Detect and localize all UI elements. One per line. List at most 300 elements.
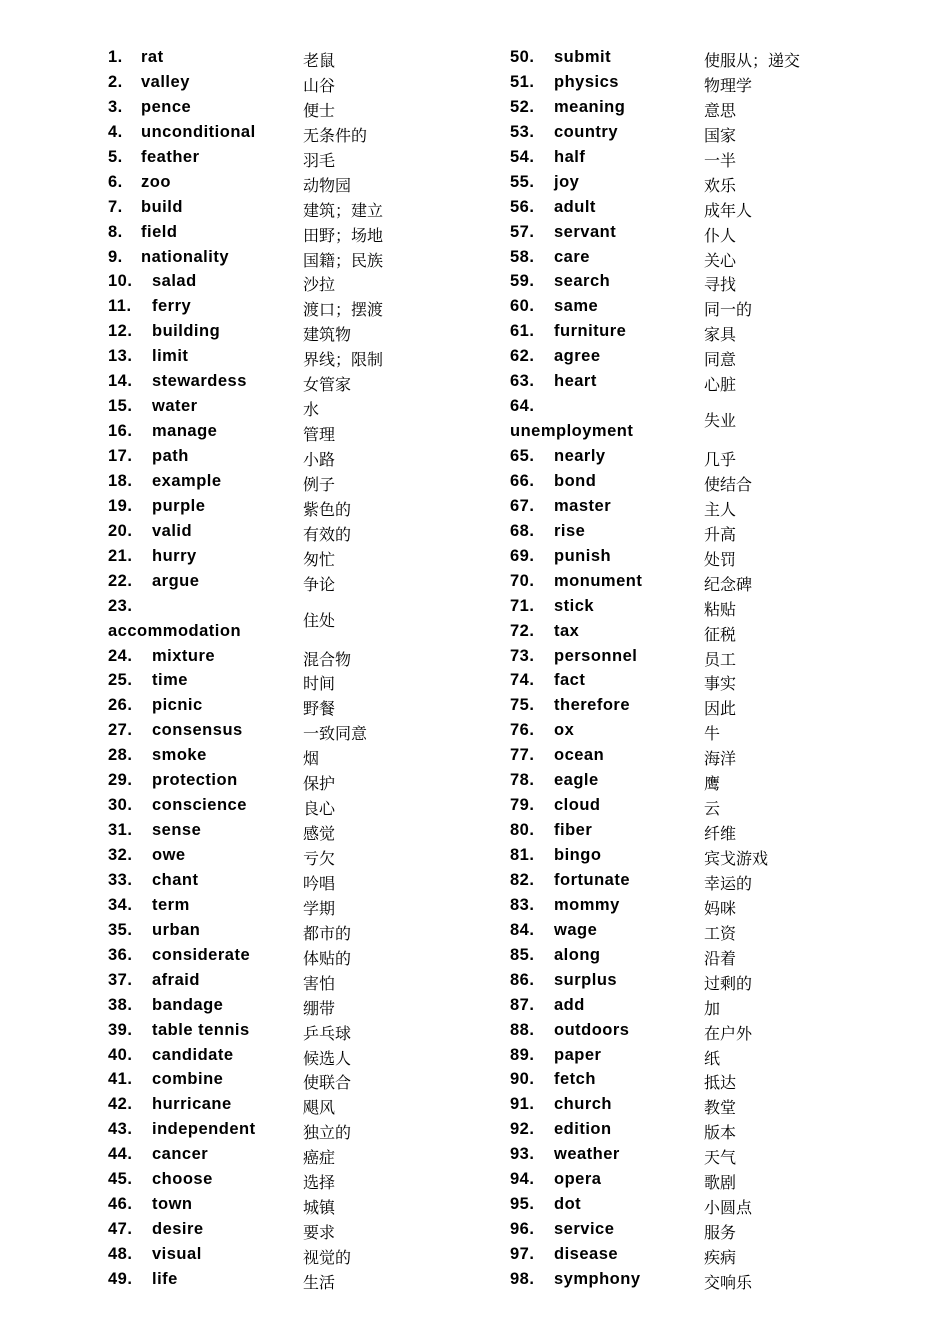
english-word: nationality (141, 247, 230, 266)
chinese-meaning: 候选人 (303, 1048, 352, 1068)
vocab-entry (510, 196, 840, 221)
chinese-meaning: 一半 (704, 150, 737, 170)
entry-number: 25. (108, 671, 133, 690)
english-word: rise (554, 521, 586, 540)
vocab-entry (510, 545, 840, 570)
chinese-meaning: 独立的 (303, 1123, 352, 1143)
entry-number: 46. (108, 1195, 133, 1214)
chinese-meaning: 处罚 (704, 549, 737, 569)
english-word: life (152, 1269, 178, 1288)
vocab-entry (510, 719, 840, 744)
vocab-entry (108, 694, 438, 719)
entry-number: 61. (510, 322, 535, 341)
entry-number: 62. (510, 347, 535, 366)
entry-number: 45. (108, 1170, 133, 1189)
chinese-meaning: 鹰 (704, 774, 721, 794)
entry-number: 29. (108, 771, 133, 790)
vocab-entry (510, 1044, 840, 1069)
chinese-meaning: 感觉 (303, 824, 336, 844)
english-word: zoo (141, 172, 171, 191)
chinese-meaning: 升高 (704, 524, 737, 544)
entry-number: 43. (108, 1120, 133, 1139)
chinese-meaning: 歌剧 (704, 1173, 737, 1193)
chinese-meaning: 紫色的 (303, 499, 352, 519)
entry-number: 69. (510, 546, 535, 565)
english-word: unemployment (510, 422, 634, 441)
entry-number: 18. (108, 471, 133, 490)
vocab-entry (510, 1068, 840, 1093)
chinese-meaning: 住处 (303, 610, 336, 630)
chinese-meaning: 老鼠 (303, 51, 336, 70)
vocab-entry (108, 1118, 438, 1143)
chinese-meaning: 家具 (704, 325, 737, 345)
entry-number: 51. (510, 72, 535, 91)
vocab-entry (510, 71, 840, 96)
chinese-meaning: 物理学 (704, 75, 753, 95)
vocab-entry (510, 96, 840, 121)
chinese-meaning: 亏欠 (303, 849, 336, 869)
entry-number: 2. (108, 72, 123, 91)
entry-number: 91. (510, 1095, 535, 1114)
entry-number: 20. (108, 521, 133, 540)
english-word: dot (554, 1195, 582, 1214)
english-word: fortunate (554, 870, 630, 889)
chinese-meaning: 国家 (704, 125, 737, 145)
entry-number: 44. (108, 1145, 133, 1164)
vocab-entry (108, 270, 438, 295)
vocab-entry (108, 395, 438, 420)
chinese-meaning: 纪念碑 (704, 574, 753, 594)
english-word: disease (554, 1245, 619, 1264)
english-word: therefore (554, 696, 631, 715)
vocab-entry (108, 1143, 438, 1168)
entry-number: 6. (108, 172, 123, 191)
entry-number: 76. (510, 721, 535, 740)
entry-number: 41. (108, 1070, 133, 1089)
entry-number: 3. (108, 97, 123, 116)
vocab-entry (510, 744, 840, 769)
english-word: chant (152, 870, 199, 889)
english-word: wage (554, 920, 598, 939)
english-word: fiber (554, 821, 593, 840)
vocab-entry (108, 1044, 438, 1069)
entry-number: 75. (510, 696, 535, 715)
vocab-entry (510, 944, 840, 969)
entry-number: 19. (108, 496, 133, 515)
entry-number: 82. (510, 870, 535, 889)
english-word: cloud (554, 796, 601, 815)
english-word: pence (141, 97, 192, 116)
english-word: owe (152, 846, 186, 865)
entry-number: 52. (510, 97, 535, 116)
vocab-entry (510, 645, 840, 670)
chinese-meaning: 匆忙 (303, 549, 336, 569)
vocab-entry (510, 270, 840, 295)
vocab-entry (510, 1193, 840, 1218)
chinese-meaning: 烟 (303, 749, 320, 769)
vocab-entry (108, 221, 438, 246)
entry-number: 87. (510, 995, 535, 1014)
entry-number: 89. (510, 1045, 535, 1064)
entry-number: 40. (108, 1045, 133, 1064)
entry-number: 71. (510, 596, 535, 615)
chinese-meaning: 沿着 (704, 948, 737, 968)
english-word: service (554, 1220, 615, 1239)
vocab-entry (108, 370, 438, 395)
entry-number: 4. (108, 122, 123, 141)
chinese-meaning: 使结合 (704, 474, 753, 494)
vocab-entry (510, 1118, 840, 1143)
chinese-meaning: 吟唱 (303, 873, 336, 893)
vocab-entry (108, 71, 438, 96)
vocab-entry (108, 944, 438, 969)
vocab-entry (510, 1218, 840, 1243)
chinese-meaning: 女管家 (303, 375, 352, 395)
vocab-entry (108, 96, 438, 121)
entry-number: 79. (510, 796, 535, 815)
english-word: combine (152, 1070, 224, 1089)
vocab-entry (108, 121, 438, 146)
english-word: protection (152, 771, 238, 790)
english-word: valley (141, 72, 190, 91)
english-word: stick (554, 596, 595, 615)
entry-number: 31. (108, 821, 133, 840)
chinese-meaning: 小路 (303, 450, 336, 469)
english-word: edition (554, 1120, 612, 1139)
chinese-meaning: 体贴的 (303, 948, 352, 968)
entry-number: 80. (510, 821, 535, 840)
english-word: purple (152, 496, 206, 515)
vocab-entry (510, 869, 840, 894)
english-word: feather (141, 147, 200, 166)
entry-number: 48. (108, 1245, 133, 1264)
entry-number: 60. (510, 297, 535, 316)
english-word: town (152, 1195, 193, 1214)
chinese-meaning: 建筑；建立 (303, 200, 384, 220)
chinese-meaning: 幸运的 (704, 873, 753, 893)
entry-number: 13. (108, 347, 133, 366)
chinese-meaning: 员工 (704, 649, 737, 669)
chinese-meaning: 飓风 (303, 1098, 336, 1118)
english-word: care (554, 247, 590, 266)
entry-number: 38. (108, 995, 133, 1014)
vocab-entry (108, 146, 438, 171)
entry-number: 22. (108, 571, 133, 590)
english-word: candidate (152, 1045, 234, 1064)
english-word: building (152, 322, 221, 341)
vocab-entry (108, 320, 438, 345)
entry-number: 50. (510, 48, 535, 66)
chinese-meaning: 羽毛 (303, 150, 336, 170)
chinese-meaning: 疾病 (704, 1248, 737, 1268)
vocab-entry (510, 146, 840, 171)
entry-number: 68. (510, 521, 535, 540)
entry-number: 63. (510, 372, 535, 391)
chinese-meaning: 因此 (704, 699, 737, 719)
entry-number: 54. (510, 147, 535, 166)
english-word: same (554, 297, 599, 316)
chinese-meaning: 使服从；递交 (704, 51, 801, 70)
entry-number: 15. (108, 397, 133, 416)
english-word: build (141, 197, 183, 216)
english-word: eagle (554, 771, 599, 790)
english-word: afraid (152, 970, 200, 989)
english-word: monument (554, 571, 643, 590)
english-word: cancer (152, 1145, 209, 1164)
chinese-meaning: 无条件的 (303, 125, 368, 145)
english-word: salad (152, 272, 197, 291)
chinese-meaning: 海洋 (704, 749, 737, 769)
english-word: opera (554, 1170, 602, 1189)
entry-number: 12. (108, 322, 133, 341)
entry-number: 94. (510, 1170, 535, 1189)
english-word: weather (554, 1145, 620, 1164)
entry-number: 7. (108, 197, 123, 216)
entry-number: 23. (108, 596, 133, 615)
english-word: fetch (554, 1070, 596, 1089)
english-word: search (554, 272, 611, 291)
entry-number: 65. (510, 447, 535, 466)
chinese-meaning: 都市的 (303, 923, 352, 943)
entry-number: 49. (108, 1269, 133, 1288)
vocab-entry (108, 595, 438, 645)
vocab-entry (510, 345, 840, 370)
english-word: paper (554, 1045, 602, 1064)
chinese-meaning: 服务 (704, 1223, 737, 1243)
chinese-meaning: 争论 (303, 574, 336, 594)
chinese-meaning: 在户外 (704, 1023, 753, 1043)
entry-number: 59. (510, 272, 535, 291)
english-word: limit (152, 347, 189, 366)
english-word: physics (554, 72, 619, 91)
entry-number: 37. (108, 970, 133, 989)
chinese-meaning: 意思 (704, 100, 737, 120)
chinese-meaning: 欢乐 (704, 175, 737, 195)
entry-number: 93. (510, 1145, 535, 1164)
chinese-meaning: 过剩的 (704, 973, 753, 993)
chinese-meaning: 云 (704, 799, 721, 819)
entry-number: 36. (108, 945, 133, 964)
english-word: ocean (554, 746, 605, 765)
vocab-entry (510, 1243, 840, 1268)
entry-number: 66. (510, 471, 535, 490)
english-word: unconditional (141, 122, 256, 141)
english-word: smoke (152, 746, 207, 765)
vocab-entry (510, 894, 840, 919)
english-word: add (554, 995, 585, 1014)
vocab-entry (510, 295, 840, 320)
vocab-entry (108, 994, 438, 1019)
english-word: country (554, 122, 619, 141)
english-word: servant (554, 222, 617, 241)
chinese-meaning: 视觉的 (303, 1248, 352, 1268)
chinese-meaning: 成年人 (704, 200, 753, 220)
vocab-entry (510, 1143, 840, 1168)
entry-number: 58. (510, 247, 535, 266)
chinese-meaning: 混合物 (303, 649, 352, 669)
english-word: adult (554, 197, 596, 216)
english-word: manage (152, 422, 218, 441)
english-word: valid (152, 521, 193, 540)
entry-number: 56. (510, 197, 535, 216)
entry-number: 70. (510, 571, 535, 590)
vocab-entry (510, 1019, 840, 1044)
english-word: outdoors (554, 1020, 630, 1039)
chinese-meaning: 天气 (704, 1148, 737, 1168)
english-word: half (554, 147, 586, 166)
chinese-meaning: 抵达 (704, 1073, 737, 1093)
chinese-meaning: 工资 (704, 923, 737, 943)
entry-number: 67. (510, 496, 535, 515)
entry-number: 33. (108, 870, 133, 889)
vocab-entry (108, 1093, 438, 1118)
entry-number: 21. (108, 546, 133, 565)
english-word: time (152, 671, 188, 690)
english-word: argue (152, 571, 200, 590)
vocab-entry (510, 794, 840, 819)
entry-number: 26. (108, 696, 133, 715)
vocab-entry (510, 320, 840, 345)
entry-number: 39. (108, 1020, 133, 1039)
english-word: furniture (554, 322, 627, 341)
vocab-entry (108, 495, 438, 520)
chinese-meaning: 便士 (303, 100, 336, 120)
entry-number: 73. (510, 646, 535, 665)
left-vocabulary-column (108, 46, 438, 1293)
english-word: along (554, 945, 601, 964)
chinese-meaning: 建筑物 (303, 325, 352, 345)
vocab-entry (510, 595, 840, 620)
entry-number: 97. (510, 1245, 535, 1264)
chinese-meaning: 同一的 (704, 300, 753, 320)
vocab-entry (510, 994, 840, 1019)
entry-number: 8. (108, 222, 123, 241)
english-word: conscience (152, 796, 247, 815)
vocab-entry (108, 171, 438, 196)
english-word: joy (554, 172, 580, 191)
english-word: ferry (152, 297, 192, 316)
vocab-entry (510, 844, 840, 869)
english-word: symphony (554, 1269, 641, 1288)
english-word: agree (554, 347, 601, 366)
chinese-meaning: 版本 (704, 1123, 737, 1143)
entry-number: 90. (510, 1070, 535, 1089)
vocab-entry (108, 470, 438, 495)
english-word: bingo (554, 846, 602, 865)
vocab-entry (108, 869, 438, 894)
vocab-entry (510, 919, 840, 944)
entry-number: 77. (510, 746, 535, 765)
english-word: hurry (152, 546, 197, 565)
english-word: bond (554, 471, 597, 490)
entry-number: 14. (108, 372, 133, 391)
english-word: water (152, 397, 198, 416)
chinese-meaning: 绷带 (303, 998, 336, 1018)
entry-number: 84. (510, 920, 535, 939)
entry-number: 47. (108, 1220, 133, 1239)
entry-number: 57. (510, 222, 535, 241)
chinese-meaning: 几乎 (704, 450, 737, 470)
entry-number: 27. (108, 721, 133, 740)
vocab-entry (108, 645, 438, 670)
chinese-meaning: 仆人 (704, 225, 737, 245)
vocab-entry (108, 919, 438, 944)
english-word: tax (554, 621, 580, 640)
vocab-entry (510, 221, 840, 246)
vocab-entry (510, 620, 840, 645)
chinese-meaning: 失业 (704, 411, 737, 431)
vocab-entry (510, 246, 840, 271)
entry-number: 78. (510, 771, 535, 790)
chinese-meaning: 渡口；摆渡 (303, 300, 384, 320)
english-word: urban (152, 920, 201, 939)
chinese-meaning: 时间 (303, 674, 336, 694)
entry-number: 95. (510, 1195, 535, 1214)
chinese-meaning: 妈咪 (704, 898, 737, 918)
english-word: bandage (152, 995, 224, 1014)
vocab-entry (108, 1268, 438, 1293)
vocab-entry (108, 1168, 438, 1193)
vocab-entry (108, 246, 438, 271)
english-word: visual (152, 1245, 202, 1264)
vocab-entry (108, 819, 438, 844)
entry-number: 11. (108, 297, 132, 316)
english-word: meaning (554, 97, 626, 116)
entry-number: 28. (108, 746, 133, 765)
vocab-entry (108, 1243, 438, 1268)
vocab-entry (510, 694, 840, 719)
vocab-entry (510, 1168, 840, 1193)
english-word: considerate (152, 945, 251, 964)
english-word: example (152, 471, 222, 490)
vocab-entry (510, 370, 840, 395)
english-word: ox (554, 721, 575, 740)
vocab-entry (510, 395, 840, 445)
chinese-meaning: 生活 (303, 1272, 336, 1292)
entry-number: 74. (510, 671, 535, 690)
entry-number: 24. (108, 646, 133, 665)
chinese-meaning: 寻找 (704, 275, 737, 295)
entry-number: 53. (510, 122, 535, 141)
entry-number: 17. (108, 447, 133, 465)
english-word: surplus (554, 970, 618, 989)
chinese-meaning: 粘贴 (704, 599, 737, 619)
chinese-meaning: 国籍；民族 (303, 250, 384, 270)
entry-number: 34. (108, 895, 133, 914)
chinese-meaning: 心脏 (704, 375, 737, 395)
vocab-entry (108, 844, 438, 869)
english-word: church (554, 1095, 613, 1114)
entry-number: 32. (108, 846, 133, 865)
entry-number: 92. (510, 1120, 535, 1139)
english-word: hurricane (152, 1095, 232, 1114)
vocab-entry (108, 420, 438, 445)
chinese-meaning: 学期 (303, 898, 336, 918)
english-word: picnic (152, 696, 203, 715)
vocab-entry (510, 969, 840, 994)
vocab-entry (108, 719, 438, 744)
vocab-entry (510, 171, 840, 196)
entry-number: 64. (510, 397, 535, 416)
entry-number: 72. (510, 621, 535, 640)
vocab-entry (108, 744, 438, 769)
chinese-meaning: 选择 (303, 1173, 336, 1193)
english-word: table tennis (152, 1020, 250, 1039)
chinese-meaning: 纤维 (704, 824, 737, 844)
vocab-entry (108, 769, 438, 794)
vocab-entry (108, 1218, 438, 1243)
english-word: mommy (554, 895, 620, 914)
